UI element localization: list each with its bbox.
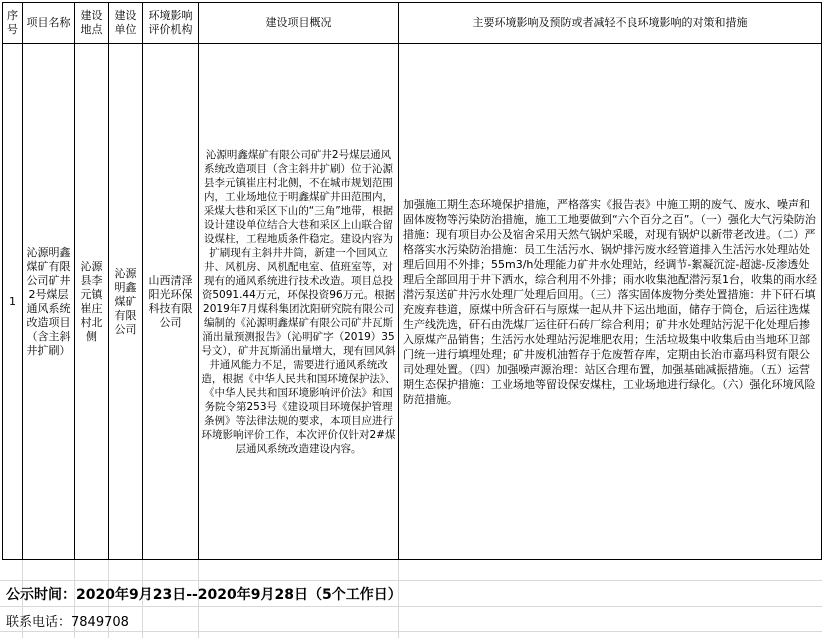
cell-measures bbox=[399, 44, 822, 560]
grid-line bbox=[0, 631, 822, 632]
table-row bbox=[3, 44, 822, 560]
cell-index: 1 bbox=[3, 44, 23, 560]
header-measures: 主要环境影响及预防或者减轻不良环境影响的对策和措施 bbox=[399, 3, 822, 44]
header-index: 序号 bbox=[3, 3, 23, 44]
header-location: 建设地点 bbox=[75, 3, 109, 44]
header-overview: 建设项目概况 bbox=[199, 3, 399, 44]
cell-unit: 沁源明鑫煤矿有限公司 bbox=[109, 44, 143, 560]
overview-text: 沁源明鑫煤矿有限公司矿井2号煤层通风系统改造项目（含主斜井扩刷）位于沁源县李元镇崔庄村北侧，不在城市规划范围内，工业场地位于明鑫煤矿井田范围内，采煤大巷和采区下山的“三角”地带，根据设计建设单位结合大巷和采区上山联合留设煤柱，工程地质条件稳定。建设内容为扩刷现有主斜井井筒，新建一个回风立井、风机房、风机配电室、值班室等，对现有的通风系统进行技术改造。项目总投资5091.44万元，环保投资96万元。根据2019年7月煤科集团沈阳研究院有限公司编制的《沁源明鑫煤矿有限公司矿井瓦斯涌出量预测报告》（沁明矿字（2019）35号文），矿井瓦斯涌出量增大，现有回风斜井通风能力不足，需要进行通风系统改造，根据《中华人民共和国环境保护法》、《中华人民共和国环境影响评价法》和国务院令第253号《建设项目环境保护管理条例》等法律法规的要求，本项目应进行环境影响评价工作，本次评价仅针对2#煤层通风系统改造建设内容。 bbox=[201, 148, 396, 455]
cell-overview bbox=[199, 44, 399, 560]
measures-text: 加强施工期生态环境保护措施，严格落实《报告表》中施工期的废气、废水、噪声和固体废物等污染防治措施，施工工地要做到“六个百分之百”。（一）强化大气污染防治措施：现有项目办公及宿舍采用天然气锅炉采暖，对现有锅炉以新带老改进。（二）严格落实水污染防治措施：员工生活污水、锅炉排污废水经管道排入生活污水处理站处理后回用不外排；55m3/h处理能力矿井水处理站，经调节-絮凝沉淀-超滤-反渗透处理后全部回用于井下洒水，综合利用不外排；雨水收集池配潜污泵1台，收集的雨水经潜污泵送矿井污水处理厂处理后回用。（三）落实固体废物分类处置措施：井下矸石填充废弃巷道，原煤中所含矸石与原煤一起从井下运出地面，储存于筒仓，后运往选煤生产线洗选，矸石由洗煤厂运往矸石砖厂综合利用；矿井水处理站污泥干化处理后掺入原煤产品销售；生活污水处理站污泥堆肥农用；生活垃圾集中收集后由当地环卫部门统一进行填埋处理；矿井废机油暂存于危废暂存库，定期由长治市嘉玛科贸有限公司处理处置。（四）加强噪声源治理：站区合理布置，加强基础减振措施。（五）运营期生态保护措施：工业场地等留设保安煤柱，工业场地进行绿化。（六）强化环境风险防范措施。 bbox=[403, 197, 817, 406]
table-header-row bbox=[3, 3, 822, 44]
contact-phone: 联系电话：7849708 bbox=[6, 615, 129, 630]
header-unit: 建设单位 bbox=[109, 3, 143, 44]
cell-location: 沁源县李元镇崔庄村北侧 bbox=[75, 44, 109, 560]
eia-project-table bbox=[2, 2, 822, 560]
cell-project-name: 沁源明鑫煤矿有限公司矿井2号煤层通风系统改造项目（含主斜井扩刷） bbox=[23, 44, 75, 560]
header-project-name: 项目名称 bbox=[23, 3, 75, 44]
header-eia-org: 环境影响评价机构 bbox=[143, 3, 199, 44]
cell-eia-org: 山西清泽阳光环保科技有限公司 bbox=[143, 44, 199, 560]
grid-line bbox=[0, 606, 822, 607]
publication-period: 公示时间：2020年9月23日--2020年9月28日（5个工作日） bbox=[6, 587, 402, 603]
grid-line bbox=[0, 580, 822, 581]
